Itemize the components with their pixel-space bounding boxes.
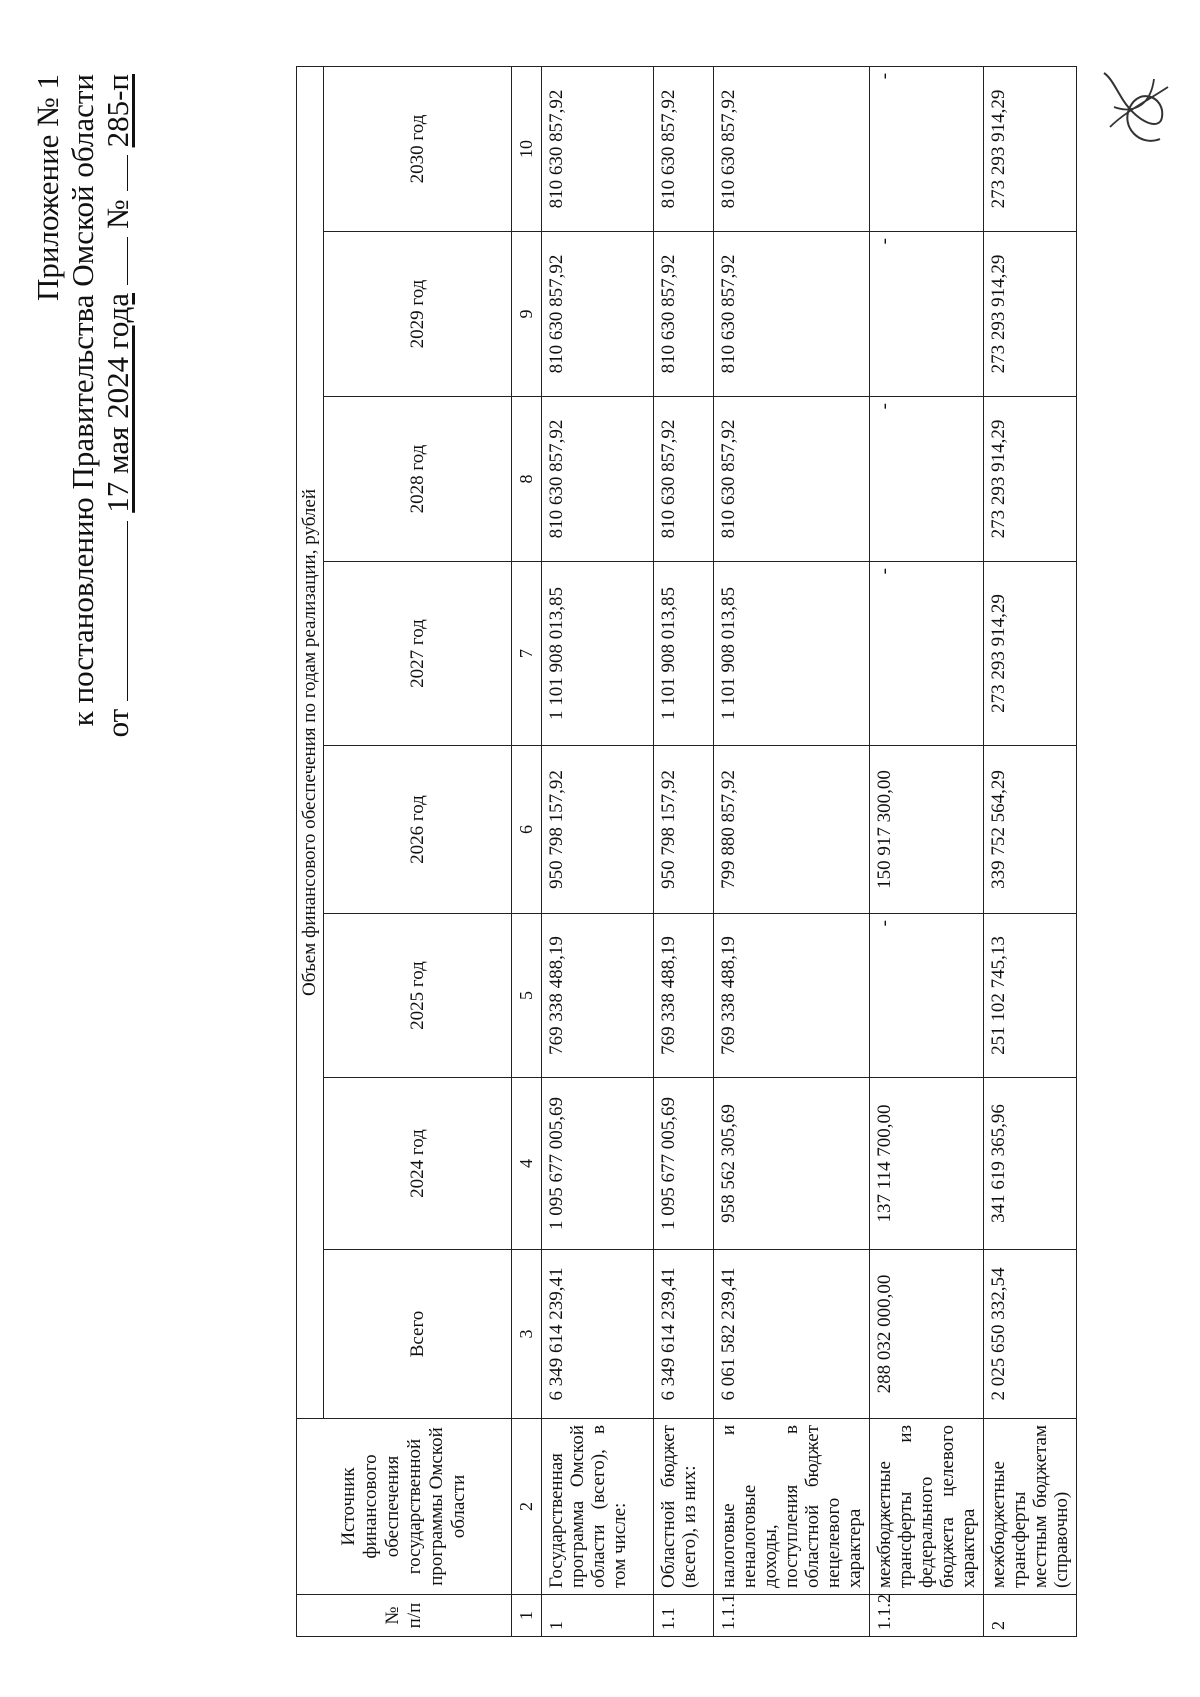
table-row	[984, 66, 1077, 1636]
value-2026: 339 752 564,29	[984, 746, 1077, 914]
value-2028: -	[870, 397, 984, 562]
value-2026: 950 798 157,92	[542, 746, 654, 914]
value-2028: 273 293 914,29	[984, 397, 1077, 562]
column-header-year: 2030 год	[324, 66, 512, 231]
value-total: 6 349 614 239,41	[542, 1250, 654, 1419]
value-2030: 810 630 857,92	[654, 66, 714, 231]
value-2027: 1 101 908 013,85	[654, 562, 714, 746]
column-number: 4	[512, 1078, 542, 1250]
value-total: 288 032 000,00	[870, 1250, 984, 1419]
value-2025: 769 338 488,19	[654, 914, 714, 1078]
value-2030: 810 630 857,92	[714, 66, 870, 231]
value-2030: -	[870, 66, 984, 231]
value-2025: 769 338 488,19	[714, 914, 870, 1078]
value-2024: 1 095 677 005,69	[654, 1078, 714, 1250]
value-2027: 273 293 914,29	[984, 562, 1077, 746]
value-2030: 273 293 914,29	[984, 66, 1077, 231]
value-2027: -	[870, 562, 984, 746]
column-number: 7	[512, 562, 542, 746]
row-number: 1	[542, 1595, 654, 1637]
value-2029: 273 293 914,29	[984, 232, 1077, 397]
value-2027: 1 101 908 013,85	[542, 562, 654, 746]
row-number: 1.1	[654, 1595, 714, 1637]
resolution-date-line	[100, 74, 135, 794]
value-2028: 810 630 857,92	[654, 397, 714, 562]
blank-line	[101, 237, 128, 285]
column-number-row	[512, 66, 542, 1636]
table-row	[870, 66, 984, 1636]
funding-table	[296, 66, 1077, 1637]
column-header-year: 2024 год	[324, 1078, 512, 1250]
column-number: 1	[512, 1595, 542, 1637]
value-2030: 810 630 857,92	[542, 66, 654, 231]
document-header	[30, 74, 135, 794]
column-header-total: Всего	[324, 1250, 512, 1419]
value-2024: 1 095 677 005,69	[542, 1078, 654, 1250]
column-header-year: 2029 год	[324, 232, 512, 397]
column-header-year: 2028 год	[324, 397, 512, 562]
value-2028: 810 630 857,92	[714, 397, 870, 562]
row-number: 1.1.2	[870, 1595, 984, 1637]
resolution-number: 285-п	[100, 74, 135, 148]
column-header-year: 2025 год	[324, 914, 512, 1078]
value-2029: 810 630 857,92	[654, 232, 714, 397]
date-prefix: от	[100, 708, 135, 738]
header-row-1	[297, 66, 324, 1636]
column-header-volume: Объем финансового обеспечения по годам реализации, рублей	[297, 66, 324, 1418]
row-number: 1.1.1	[714, 1595, 870, 1637]
value-total: 6 349 614 239,41	[654, 1250, 714, 1419]
table-row	[654, 66, 714, 1636]
header-row-2	[324, 66, 512, 1636]
value-2027: 1 101 908 013,85	[714, 562, 870, 746]
column-header-no: № п/п	[297, 1595, 512, 1637]
row-source: Областной бюджет (всего), из них:	[654, 1419, 714, 1595]
blank-line	[101, 155, 128, 191]
value-2029: 810 630 857,92	[542, 232, 654, 397]
row-source: Государственная программа Омской области (всего), в том числе:	[542, 1419, 654, 1595]
row-source: межбюджетные трансферты местным бюджетам (справочно)	[984, 1419, 1077, 1595]
row-source: налоговые и неналоговые доходы, поступления в областной бюджет нецелевого характера	[714, 1419, 870, 1595]
value-2025: 769 338 488,19	[542, 914, 654, 1078]
value-2026: 150 917 300,00	[870, 746, 984, 914]
column-number: 2	[512, 1419, 542, 1595]
appendix-title: Приложение № 1	[30, 74, 65, 301]
table-row	[542, 66, 654, 1636]
value-2029: 810 630 857,92	[714, 232, 870, 397]
column-header-year: 2026 год	[324, 746, 512, 914]
column-number: 3	[512, 1250, 542, 1419]
value-2024: 137 114 700,00	[870, 1078, 984, 1250]
column-header-source: Источник финансового обеспечения государственной программы Омской области	[297, 1419, 512, 1595]
table-row	[714, 66, 870, 1636]
column-number: 10	[512, 66, 542, 231]
column-number: 9	[512, 232, 542, 397]
number-label: №	[100, 199, 135, 229]
value-2029: -	[870, 232, 984, 397]
row-source: межбюджетные трансферты из федерального бюджета целевого характера	[870, 1419, 984, 1595]
resolution-reference: к постановлению Правительства Омской области	[65, 74, 100, 727]
value-2024: 341 619 365,96	[984, 1078, 1077, 1250]
resolution-date: 17 мая 2024 года	[100, 293, 135, 513]
value-2025: -	[870, 914, 984, 1078]
value-2028: 810 630 857,92	[542, 397, 654, 562]
column-number: 6	[512, 746, 542, 914]
handwritten-signature	[1090, 67, 1180, 157]
value-2025: 251 102 745,13	[984, 914, 1077, 1078]
column-number: 8	[512, 397, 542, 562]
value-2026: 950 798 157,92	[654, 746, 714, 914]
value-total: 2 025 650 332,54	[984, 1250, 1077, 1419]
column-number: 5	[512, 914, 542, 1078]
column-header-year: 2027 год	[324, 562, 512, 746]
blank-line	[101, 521, 128, 701]
value-2024: 958 562 305,69	[714, 1078, 870, 1250]
value-total: 6 061 582 239,41	[714, 1250, 870, 1419]
value-2026: 799 880 857,92	[714, 746, 870, 914]
row-number: 2	[984, 1595, 1077, 1637]
